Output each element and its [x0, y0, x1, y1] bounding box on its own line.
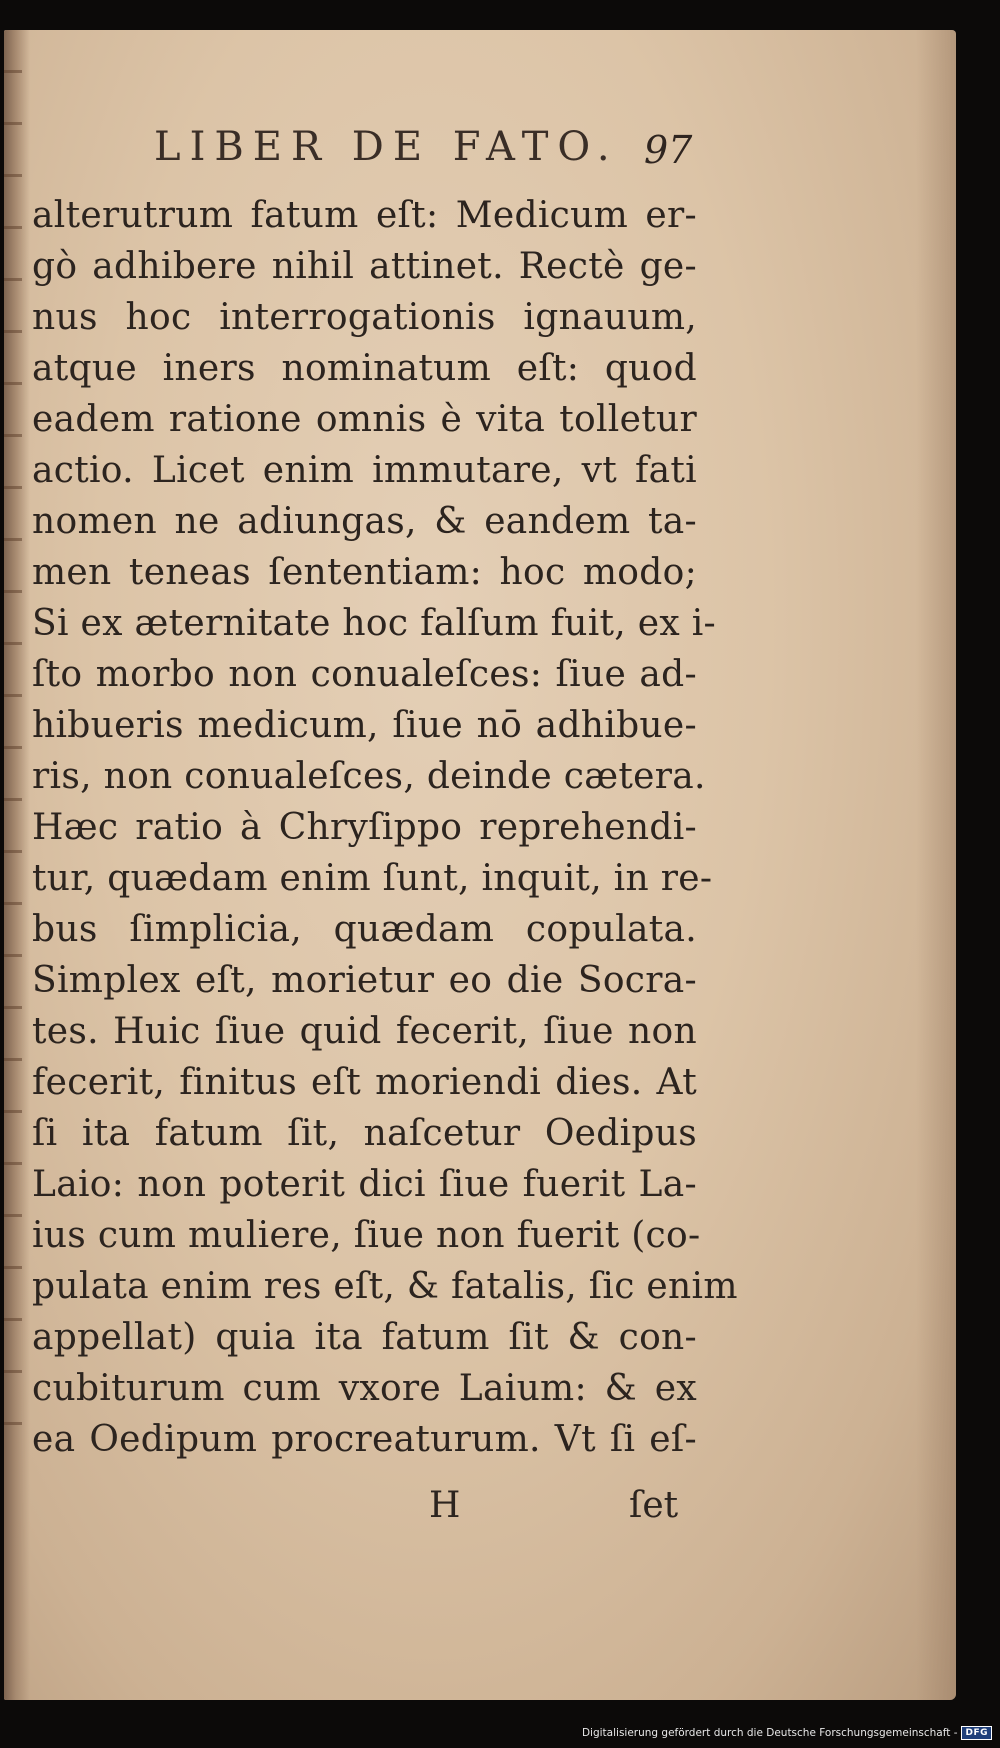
text-line: men teneas ſententiam: hoc modo; [32, 552, 697, 593]
text-line: tur, quædam enim ſunt, inquit, in re- [32, 858, 713, 899]
text-line: Simplex eſt, morietur eo die Socra- [32, 960, 697, 1001]
text-line: cubiturum cum vxore Laium: & ex [32, 1368, 697, 1409]
dfg-logo: DFG [961, 1726, 992, 1740]
footer-line [4, 1485, 956, 1545]
text-line: gò adhibere nihil attinet. Rectè ge- [32, 246, 697, 287]
text-line: fecerit, finitus eſt moriendi dies. At [32, 1062, 697, 1103]
text-line: bus ſimplicia, quædam copulata. [32, 909, 697, 950]
text-line: Laio: non poterit dici ſiue fuerit La- [32, 1164, 697, 1205]
text-line: tes. Huic ſiue quid fecerit, ſiue non [32, 1011, 697, 1052]
text-line: atque iners nominatum eſt: quod [32, 348, 697, 389]
text-line: ſto morbo non conualeſces: ſiue ad- [32, 654, 697, 695]
text-line: eadem ratione omnis è vita tolletur [32, 399, 697, 440]
text-line: appellat) quia ita fatum ſit & con- [32, 1317, 697, 1358]
credit-text: Digitalisierung gefördert durch die Deutsche Forschungsgemeinschaft - [581, 1727, 958, 1739]
book-page [4, 30, 956, 1700]
text-line: Hæc ratio à Chryſippo reprehendi- [32, 807, 697, 848]
text-line: ſi ita fatum ſit, naſcetur Oedipus [32, 1113, 697, 1154]
catchword: ſet [629, 1485, 679, 1526]
page-title: LIBER DE FATO. [154, 124, 619, 170]
text-line: Si ex æternitate hoc falſum fuit, ex i- [32, 603, 716, 644]
text-line: nomen ne adiungas, & eandem ta- [32, 501, 697, 542]
text-line: actio. Licet enim immutare, vt fati [32, 450, 697, 491]
text-line: ris, non conualeſces, deinde cætera. [32, 756, 706, 797]
signature-mark: H [429, 1485, 461, 1526]
text-line: pulata enim res eſt, & fatalis, ſic enim [32, 1266, 738, 1307]
text-line: hibueris medicum, ſiue nō adhibue- [32, 705, 697, 746]
text-line: ea Oedipum procreaturum. Vt ſi eſ- [32, 1419, 697, 1460]
text-line: ius cum muliere, ſiue non fuerit (co- [32, 1215, 701, 1256]
digitization-credit [582, 1722, 992, 1744]
text-line: alterutrum fatum eſt: Medicum er- [32, 195, 697, 236]
binding-edge [4, 70, 22, 1430]
running-head [4, 120, 956, 180]
body-text [32, 190, 738, 1465]
page-number: 97 [644, 128, 693, 172]
text-line: nus hoc interrogationis ignauum, [32, 297, 697, 338]
